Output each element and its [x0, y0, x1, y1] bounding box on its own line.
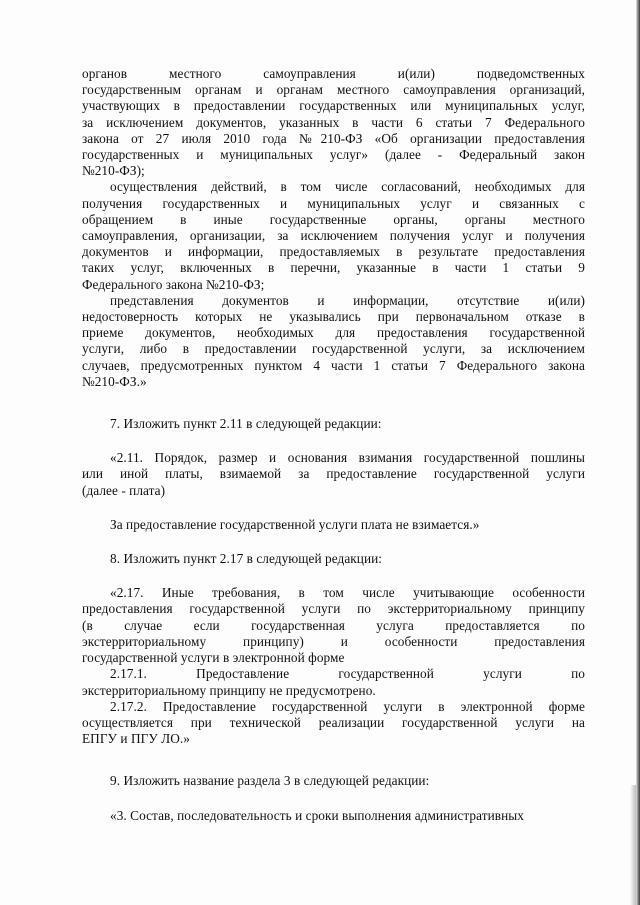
text-line: таких услуг, включенных в перечни, указанные в части 1 статьи 9	[82, 260, 585, 276]
text-line: услуги, либо в предоставлении государственной услуги, за исключением	[82, 341, 585, 357]
paragraph-organs	[82, 66, 585, 179]
paragraph-2-11	[82, 450, 585, 499]
paragraph-2-17-1	[82, 666, 585, 698]
text-line: государственных и муниципальных услуг» (далее - Федеральный закон	[82, 147, 585, 163]
text-line: №210-ФЗ);	[82, 163, 145, 179]
text-line: 2.17.2. Предоставление государственной услуги в электронной форме	[110, 698, 585, 714]
text-line: Федерального закона №210-ФЗ;	[82, 276, 265, 292]
paragraph-documents	[82, 293, 585, 390]
scan-edge-shadow-bottom	[630, 785, 636, 905]
text-line: закона от 27 июля 2010 года №210-ФЗ «Об организации предоставления	[82, 130, 585, 146]
paragraph-2-17	[82, 585, 585, 666]
text-line: участвующих в предоставлении государственных или муниципальных услуг,	[82, 98, 585, 114]
text-line: государственной услуги в электронной форме	[82, 650, 345, 666]
paragraph-section-3-title: «3. Состав, последовательность и сроки выполнения административных	[110, 807, 524, 823]
item-7-heading: 7. Изложить пункт 2.11 в следующей редакции:	[110, 416, 382, 432]
item-9-heading: 9. Изложить название раздела 3 в следующей редакции:	[110, 773, 430, 789]
item-8-heading: 8. Изложить пункт 2.17 в следующей редакции:	[110, 551, 383, 567]
text-line: или иной платы, взимаемой за предоставление государственной услуги	[82, 466, 585, 482]
text-line: «2.17. Иные требования, в том числе учитывающие особенности	[110, 585, 585, 601]
text-line: самоуправления, организации, за исключением получения услуг и получения	[82, 228, 585, 244]
text-line: «2.11. Порядок, размер и основания взимания государственной пошлины	[110, 450, 585, 466]
text-line: №210-ФЗ.»	[82, 373, 147, 389]
text-line: государственным органам и органам местного самоуправления организаций,	[82, 82, 585, 98]
text-line: предоставления государственной услуги по экстерриториальному принципу	[82, 601, 585, 617]
text-line: экстерриториальному принципу) и особенности предоставления	[82, 633, 585, 649]
text-line: 2.17.1. Предоставление государственной услуги по	[110, 666, 585, 682]
paragraph-fee: За предоставление государственной услуги плата не взимается.»	[110, 516, 480, 532]
text-line: получения государственных и муниципальных услуг и связанных с	[82, 195, 585, 211]
document-body	[82, 66, 585, 824]
text-line: (в случае если государственная услуга предоставляется по	[82, 617, 585, 633]
text-line: документов и информации, предоставляемых в результате предоставления	[82, 244, 585, 260]
paragraph-actions	[82, 179, 585, 292]
text-line: (далее - плата)	[82, 482, 166, 498]
text-line: случаев, предусмотренных пунктом 4 части 1 статьи 7 Федерального закона	[82, 357, 585, 373]
text-line: ЕПГУ и ПГУ ЛО.»	[82, 731, 190, 747]
text-line: за исключением документов, указанных в части 6 статьи 7 Федерального	[82, 114, 585, 130]
text-line: экстерриториальному принципу не предусмотрено.	[82, 682, 376, 698]
text-line: приеме документов, необходимых для предоставления государственной	[82, 325, 585, 341]
text-line: осуществляется при технической реализации государственной услуги на	[82, 714, 585, 730]
text-line: осуществления действий, в том числе согласований, необходимых для	[110, 179, 585, 195]
text-line: представления документов и информации, отсутствие и(или)	[110, 292, 585, 308]
scan-edge-shadow	[636, 0, 640, 905]
text-line: обращением в иные государственные органы, органы местного	[82, 211, 585, 227]
text-line: недостоверность которых не указывались при первоначальном отказе в	[82, 309, 585, 325]
text-line: органов местного самоуправления и(или) подведомственных	[82, 66, 585, 81]
paragraph-2-17-2	[82, 699, 585, 748]
